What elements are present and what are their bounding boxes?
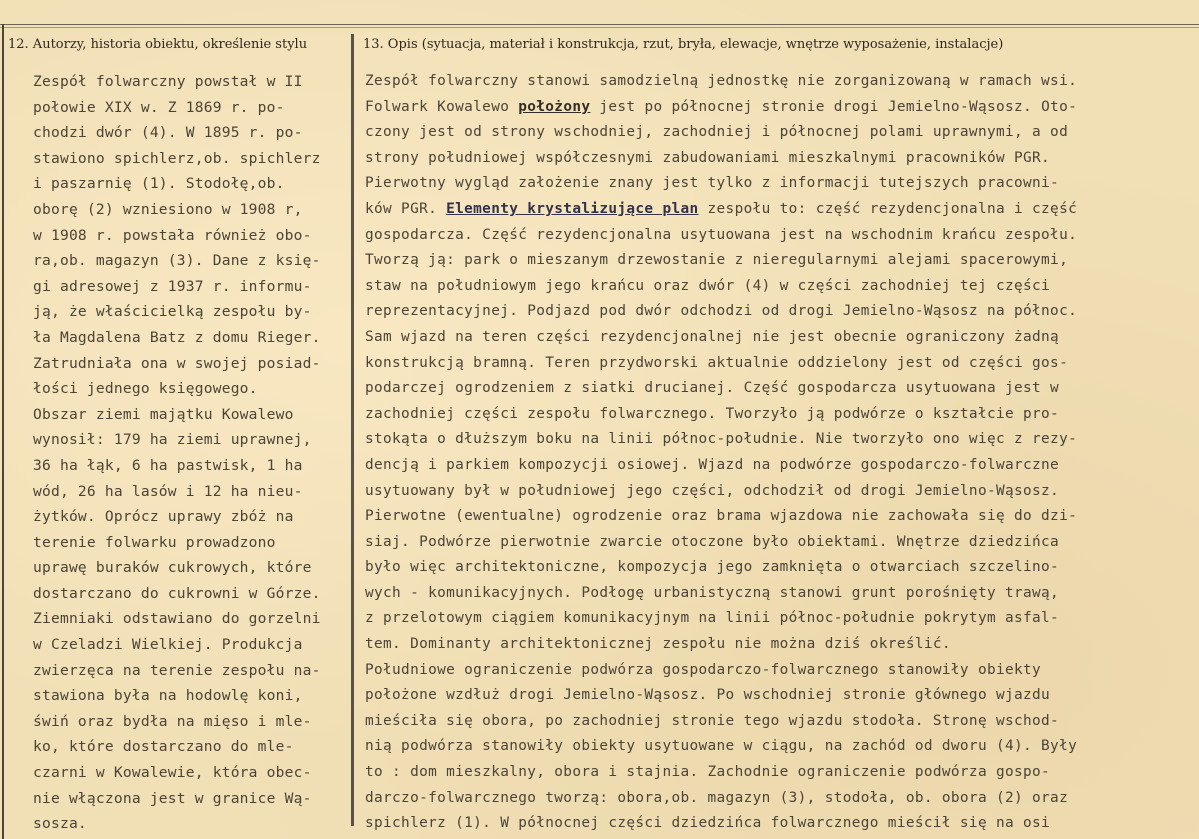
text-line: stawiono spichlerz,ob. spichlerz bbox=[33, 149, 321, 167]
text-line: ra,ob. magazyn (3). Dane z księ- bbox=[33, 252, 321, 270]
text-segment: Folwark Kowalewo bbox=[365, 98, 519, 115]
text-line: i paszarnię (1). Stodołę,ob. bbox=[33, 175, 285, 193]
text-line: gi adresowej z 1937 r. informu- bbox=[33, 277, 312, 295]
text-segment: zespołu to: część rezydencjonalna i część bbox=[698, 200, 1078, 217]
text-line: wynosił: 179 ha ziemi uprawnej, bbox=[33, 431, 312, 449]
text-line: czarni w Kowalewie, która obec- bbox=[33, 764, 312, 782]
text-line: chodzi dwór (4). W 1895 r. po- bbox=[33, 124, 303, 142]
text-line: ją, że właścicielką zespołu by- bbox=[33, 303, 312, 321]
text-line: sosza. bbox=[33, 815, 87, 833]
text-line: połowie XIX w. Z 1869 r. po- bbox=[33, 98, 285, 116]
text-line: spichlerz (1). W północnej części dziedzińca folwarcznego mieścił się na osi bbox=[365, 815, 1051, 832]
text-line: Zespół folwarczny powstał w II bbox=[33, 73, 303, 90]
text-line: Zespół folwarczny stanowi samodzielną jednostkę nie zorganizowaną w ramach wsi. bbox=[365, 73, 1078, 89]
text-line: w 1908 r. powstała również obo- bbox=[33, 226, 312, 244]
left-border-line bbox=[2, 24, 4, 839]
column-divider bbox=[351, 34, 354, 826]
history-column bbox=[33, 69, 351, 837]
text-line: Pierwotny wygląd założenie znany jest tylko z informacji tutejszych pracowni- bbox=[365, 175, 1060, 192]
text-line: stawiona była na hodowlę koni, bbox=[33, 687, 303, 705]
text-line: siaj. Podwórze pierwotnie zwarcie otoczone było obiektami. Wnętrze dziedzińca bbox=[365, 533, 1060, 550]
text-line: wych - komunikacyjnych. Podłogę urbanistyczną stanowi grunt porośnięty trawą, bbox=[365, 584, 1060, 601]
top-border-inner-line bbox=[0, 27, 1199, 28]
text-segment: jest po północnej stronie drogi Jemielno-Wąsosz. Oto- bbox=[590, 98, 1078, 115]
text-line: Ziemniaki odstawiano do gorzelni bbox=[33, 610, 321, 628]
text-line bbox=[365, 95, 1195, 121]
text-line: żytków. Oprócz uprawy zbóż na bbox=[33, 508, 294, 526]
text-line: Zatrudniała ona w swojej posiad- bbox=[33, 354, 321, 372]
text-line: reprezentacyjnej. Podjazd pod dwór odchodzi od drogi Jemielno-Wąsosz na północ. bbox=[365, 303, 1078, 320]
text-line: staw na południowym jego krańcu oraz dwór (4) w części zachodniej tej części bbox=[365, 277, 1051, 294]
text-line: świń oraz bydła na mięso i mle- bbox=[33, 712, 312, 730]
text-line: to : dom mieszkalny, obora i stajnia. Zachodnie ograniczenie podwórza gospo- bbox=[365, 764, 1051, 781]
text-line: w Czeladzi Wielkiej. Produkcja bbox=[33, 636, 303, 654]
text-line: łości jednego księgowego. bbox=[33, 380, 258, 398]
text-line: tem. Dominanty architektonicznej zespołu nie można dziś określić. bbox=[365, 636, 951, 653]
description-column bbox=[365, 69, 1195, 837]
text-line bbox=[365, 197, 1195, 223]
text-line: było więc architektoniczne, kompozycja jego zamknięta o otwarciach szczelino- bbox=[365, 559, 1060, 576]
text-line: z przelotowym ciągiem komunikacyjnym na linii północ-południe pokrytym asfal- bbox=[365, 610, 1060, 627]
text-line: stokąta o dłuższym boku na linii północ-południe. Nie tworzyło ono więc z rezy- bbox=[365, 431, 1078, 448]
section-13-header: 13. Opis (sytuacja, materiał i konstrukcja, rzut, bryła, elewacje, wnętrze wyposażenie, instalacje) bbox=[363, 37, 1004, 52]
text-line: wód, 26 ha lasów i 12 ha nieu- bbox=[33, 482, 303, 500]
text-line: zwierzęca na terenie zespołu na- bbox=[33, 661, 321, 679]
text-line: usytuowany był w południowej jego części, odchodził od drogi Jemielno-Wąsosz. bbox=[365, 482, 1060, 499]
text-line: ko, które dostarczano do mle- bbox=[33, 738, 294, 756]
text-line: czony jest od strony wschodniej, zachodniej i północnej polami uprawnymi, a od bbox=[365, 124, 1069, 141]
text-line: uprawę buraków cukrowych, które bbox=[33, 559, 312, 577]
text-line: podarczej ogrodzeniem z siatki drucianej. Część gospodarcza usytuowana jest w bbox=[365, 380, 1060, 397]
text-line: dostarczano do cukrowni w Górze. bbox=[33, 584, 321, 602]
text-line: strony południowej współczesnymi zabudowaniami mieszkalnymi pracowników PGR. bbox=[365, 149, 1051, 166]
text-line: mieściła się obora, po zachodniej stronie tego wjazdu stodoła. Stronę wschod- bbox=[365, 712, 1060, 729]
text-line: ła Magdalena Batz z domu Rieger. bbox=[33, 328, 321, 346]
text-line: zachodniej części zespołu folwarcznego. Tworzyło ją podwórze o kształcie pro- bbox=[365, 405, 1060, 422]
text-line: dencją i parkiem kompozycji osiowej. Wjazd na podwórze gospodarczo-folwarczne bbox=[365, 456, 1060, 473]
text-segment: ków PGR. bbox=[365, 200, 447, 217]
text-line: nią podwórza stanowiły obiekty usytuowane w ciągu, na zachód od dworu (4). Były bbox=[365, 738, 1078, 755]
underlined-phrase: położony bbox=[518, 98, 591, 115]
text-line: konstrukcją bramną. Teren przydworski aktualnie oddzielony jest od części gos- bbox=[365, 354, 1069, 371]
section-12-header: 12. Autorzy, historia obiektu, określenie stylu bbox=[8, 37, 308, 52]
text-line: Obszar ziemi majątku Kowalewo bbox=[33, 405, 294, 423]
text-line: darczo-folwarcznego tworzą: obora,ob. magazyn (3), stodoła, ob. obora (2) oraz bbox=[365, 789, 1069, 806]
text-line: terenie folwarku prowadzono bbox=[33, 533, 276, 551]
text-line: położone wzdłuż drogi Jemielno-Wąsosz. Po wschodniej stronie głównego wjazdu bbox=[365, 687, 1051, 704]
text-line: Południowe ograniczenie podwórza gospodarczo-folwarcznego stanowiły obiekty bbox=[365, 661, 1042, 678]
text-line: 36 ha łąk, 6 ha pastwisk, 1 ha bbox=[33, 456, 303, 474]
underlined-phrase: Elementy krystalizujące plan bbox=[446, 200, 699, 217]
text-line: Tworzą ją: park o mieszanym drzewostanie z nieregularnymi alejami spacerowymi, bbox=[365, 252, 1069, 269]
text-line: nie włączona jest w granice Wą- bbox=[33, 789, 312, 807]
text-line: gospodarcza. Część rezydencjonalna usytuowana jest na wschodnim krańcu zespołu. bbox=[365, 226, 1078, 243]
text-line: Sam wjazd na teren części rezydencjonalnej nie jest obecnie ograniczony żadną bbox=[365, 328, 1060, 345]
text-line: Pierwotne (ewentualne) ogrodzenie oraz brama wjazdowa nie zachowała się do dzi- bbox=[365, 508, 1078, 525]
text-line: oborę (2) wzniesiono w 1908 r, bbox=[33, 200, 303, 218]
top-border-line bbox=[0, 24, 1199, 25]
